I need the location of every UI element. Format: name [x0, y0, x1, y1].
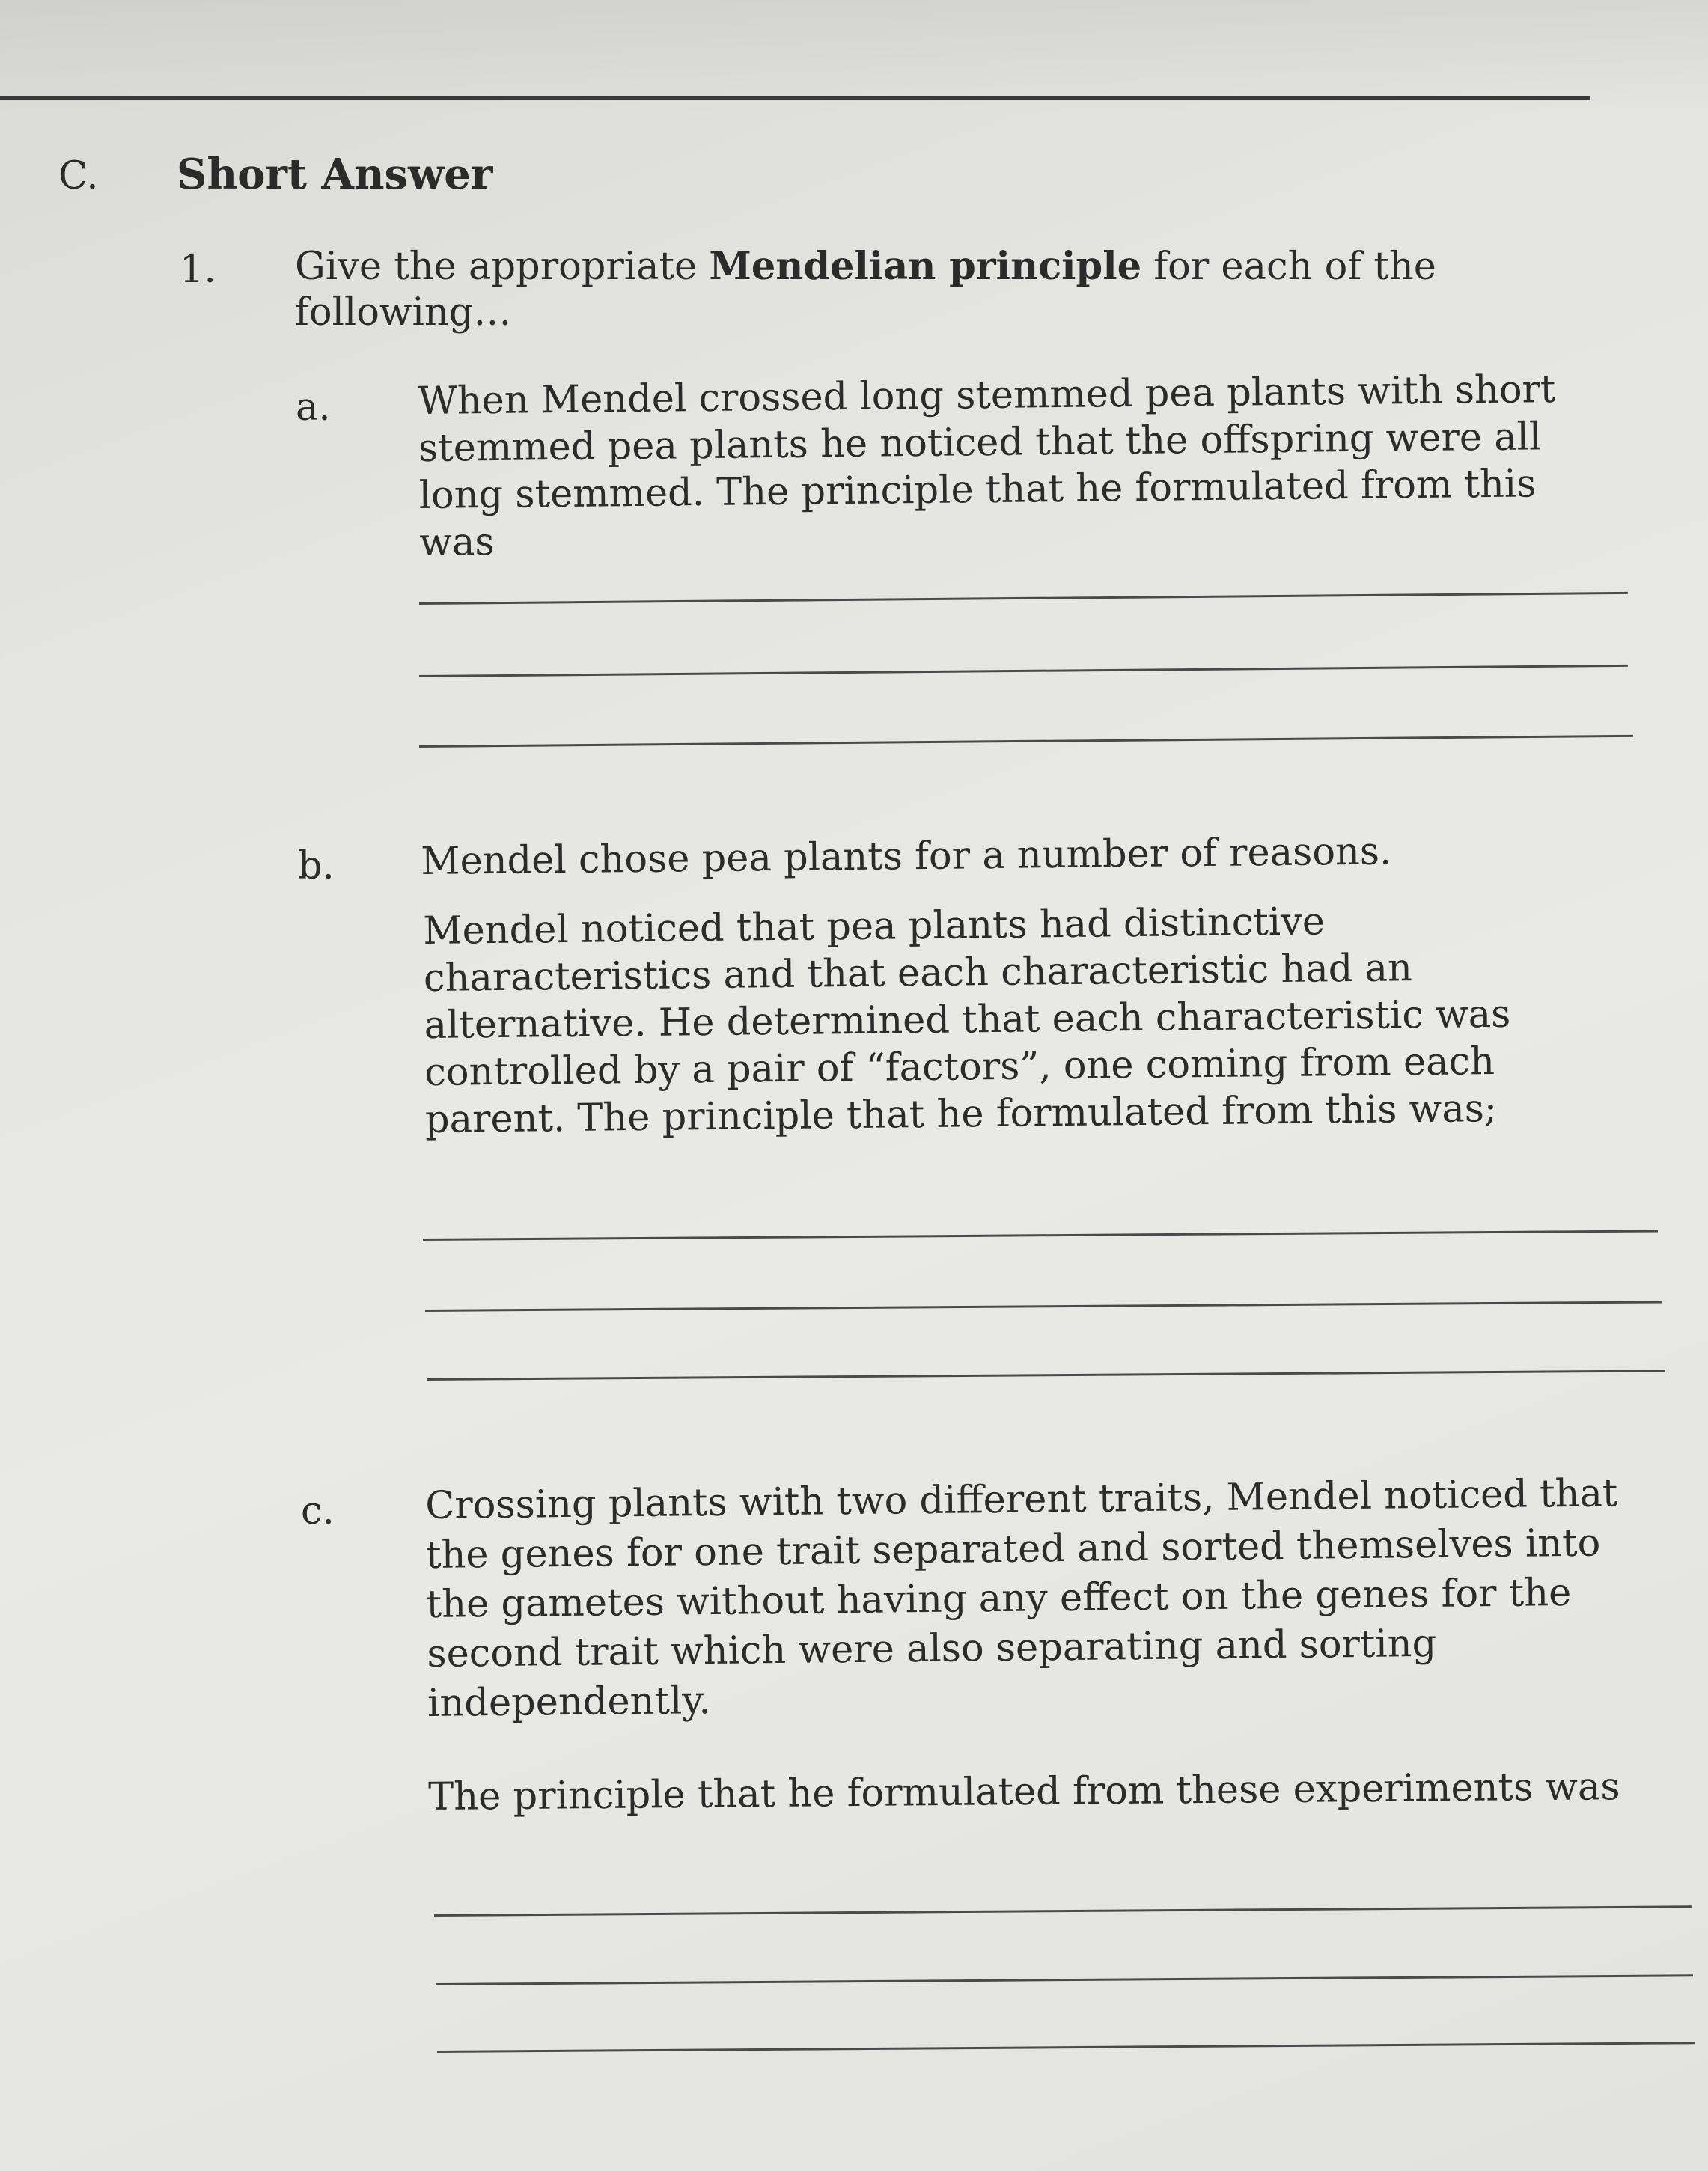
question-intro: [295, 243, 1436, 290]
answer-line-a2[interactable]: [419, 665, 1628, 677]
item-b-intro: Mendel chose pea plants for a number of reasons.: [421, 829, 1392, 884]
item-c-text2: The principle that he formulated from these experiments was: [428, 1765, 1620, 1819]
question-intro-line2: following…: [295, 290, 512, 335]
answer-line-b1[interactable]: [423, 1230, 1658, 1241]
section-letter: C.: [58, 154, 99, 198]
answer-line-b3[interactable]: [427, 1370, 1665, 1381]
answer-line-c3[interactable]: [437, 2042, 1695, 2053]
answer-line-c1[interactable]: [434, 1905, 1692, 1917]
answer-line-a1[interactable]: [419, 592, 1628, 605]
item-b-text: Mendel noticed that pea plants had distinctive characteristics and that each characteristic had an alternative. He determined that each characteristic was controlled by a pair of “factors”, one coming from each parent. The principle that he formulated from this was;: [423, 900, 1511, 1142]
answer-line-a3[interactable]: [419, 735, 1633, 748]
item-a-label: a.: [296, 385, 331, 430]
question-number: 1.: [180, 248, 216, 292]
item-b-label: b.: [298, 844, 335, 888]
answer-line-c2[interactable]: [436, 1974, 1693, 1985]
answer-line-b2[interactable]: [425, 1301, 1662, 1312]
top-divider: [0, 96, 1590, 100]
item-a-text: When Mendel crossed long stemmed pea plants with short stemmed pea plants he noticed that the offspring were all long stemmed. The principle that he formulated from this was: [418, 367, 1556, 565]
item-c-text: Crossing plants with two different traits, Mendel noticed that the genes for one trait separated and sorted themselves into the gametes without having any effect on the genes for the second trait which were also separating and sorting independently.: [425, 1471, 1618, 1726]
item-c-label: c.: [301, 1489, 335, 1533]
section-title: Short Answer: [177, 150, 493, 199]
question-intro-bold: Mendelian principle: [709, 244, 1142, 289]
question-intro-post: for each of the: [1141, 245, 1436, 289]
question-intro-pre: Give the appropriate: [295, 245, 710, 289]
